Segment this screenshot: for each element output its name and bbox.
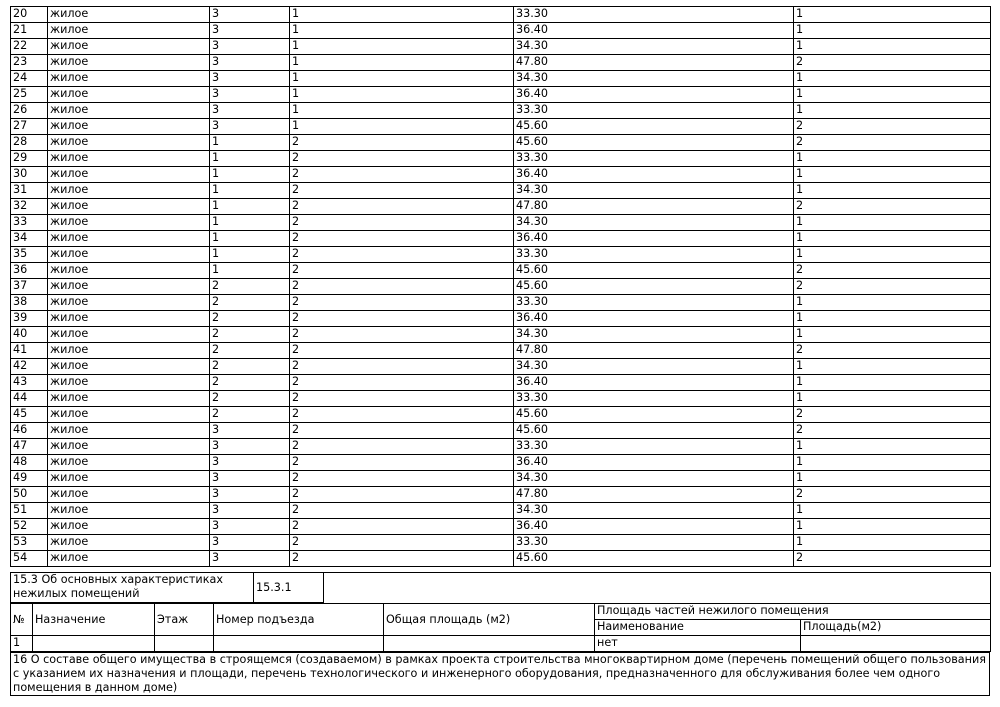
cell-entrance: 2 [290, 439, 514, 455]
cell-number: 53 [11, 535, 48, 551]
table-row [11, 199, 991, 215]
table-row [11, 103, 991, 119]
cell-floor: 2 [210, 391, 290, 407]
cell-floor: 3 [210, 7, 290, 23]
cell-floor: 1 [210, 135, 290, 151]
cell-entrance: 2 [290, 407, 514, 423]
cell-rooms: 1 [794, 295, 991, 311]
section-15-3-header [10, 572, 991, 603]
cell-entrance: 2 [290, 247, 514, 263]
cell-rooms: 1 [794, 167, 991, 183]
nonresidential-table [10, 603, 991, 652]
header-floor: Этаж [155, 604, 214, 636]
table-row [11, 375, 991, 391]
table-row [11, 471, 991, 487]
cell-number: 23 [11, 55, 48, 71]
cell-entrance: 1 [290, 7, 514, 23]
cell-number: 31 [11, 183, 48, 199]
cell-number: 33 [11, 215, 48, 231]
table-row [11, 487, 991, 503]
section-15-3-title: 15.3 Об основных характеристиках нежилых помещений [11, 573, 254, 603]
cell-number: 39 [11, 311, 48, 327]
cell-entrance: 2 [290, 215, 514, 231]
cell-entrance: 2 [290, 375, 514, 391]
cell-entrance: 1 [290, 23, 514, 39]
cell-purpose: жилое [48, 439, 210, 455]
cell-area: 34.30 [514, 359, 794, 375]
cell-entrance: 2 [290, 327, 514, 343]
table-row [11, 295, 991, 311]
cell-purpose: жилое [48, 87, 210, 103]
cell-floor: 1 [210, 199, 290, 215]
cell-number: 40 [11, 327, 48, 343]
section-15-3-code: 15.3.1 [254, 573, 324, 603]
cell-rooms: 1 [794, 471, 991, 487]
cell-floor: 3 [210, 519, 290, 535]
cell-floor: 3 [210, 503, 290, 519]
cell-purpose: жилое [48, 103, 210, 119]
cell-rooms: 2 [794, 135, 991, 151]
table-row [11, 39, 991, 55]
cell-purpose: жилое [48, 279, 210, 295]
cell-rooms: 2 [794, 263, 991, 279]
table-row [11, 7, 991, 23]
cell-entrance: 2 [290, 311, 514, 327]
cell-rooms: 1 [794, 439, 991, 455]
cell-purpose: жилое [48, 471, 210, 487]
cell-rooms: 2 [794, 487, 991, 503]
table-row [11, 359, 991, 375]
cell-purpose: жилое [48, 7, 210, 23]
cell-rooms: 1 [794, 183, 991, 199]
cell-rooms: 1 [794, 455, 991, 471]
table-row [11, 231, 991, 247]
cell-area: 33.30 [514, 535, 794, 551]
cell-floor: 3 [210, 23, 290, 39]
cell-rooms: 1 [794, 503, 991, 519]
cell-area: 36.40 [514, 311, 794, 327]
section-15-3-empty [324, 573, 991, 603]
cell-floor [155, 636, 214, 652]
cell-number: 24 [11, 71, 48, 87]
header-number: № [11, 604, 33, 636]
cell-area: 47.80 [514, 487, 794, 503]
cell-number: 37 [11, 279, 48, 295]
cell-parts-name: нет [595, 636, 801, 652]
cell-area: 45.60 [514, 279, 794, 295]
cell-rooms: 1 [794, 375, 991, 391]
cell-rooms: 1 [794, 7, 991, 23]
header-parts-area: Площадь(м2) [801, 620, 991, 636]
cell-number: 54 [11, 551, 48, 567]
cell-entrance: 2 [290, 391, 514, 407]
cell-floor: 1 [210, 167, 290, 183]
cell-total-area [384, 636, 595, 652]
cell-entrance: 1 [290, 39, 514, 55]
cell-number: 30 [11, 167, 48, 183]
nonresidential-header-row [11, 604, 991, 620]
cell-floor: 1 [210, 151, 290, 167]
cell-rooms: 1 [794, 71, 991, 87]
table-row [11, 439, 991, 455]
cell-area: 33.30 [514, 439, 794, 455]
cell-purpose: жилое [48, 423, 210, 439]
cell-number: 26 [11, 103, 48, 119]
table-row [11, 71, 991, 87]
cell-number: 25 [11, 87, 48, 103]
table-row [11, 327, 991, 343]
cell-number: 51 [11, 503, 48, 519]
cell-rooms: 1 [794, 23, 991, 39]
cell-entrance: 2 [290, 423, 514, 439]
cell-number: 27 [11, 119, 48, 135]
table-row [11, 87, 991, 103]
cell-floor: 2 [210, 375, 290, 391]
cell-area: 45.60 [514, 551, 794, 567]
cell-entrance: 1 [290, 71, 514, 87]
cell-entrance: 1 [290, 87, 514, 103]
cell-entrance: 2 [290, 231, 514, 247]
cell-purpose: жилое [48, 199, 210, 215]
cell-area: 47.80 [514, 199, 794, 215]
cell-entrance: 2 [290, 183, 514, 199]
cell-area: 33.30 [514, 295, 794, 311]
cell-floor: 2 [210, 407, 290, 423]
cell-entrance: 2 [290, 263, 514, 279]
cell-purpose: жилое [48, 39, 210, 55]
cell-entrance: 2 [290, 199, 514, 215]
header-total-area: Общая площадь (м2) [384, 604, 595, 636]
cell-rooms: 2 [794, 407, 991, 423]
cell-number: 48 [11, 455, 48, 471]
cell-purpose: жилое [48, 375, 210, 391]
cell-number: 47 [11, 439, 48, 455]
cell-number: 41 [11, 343, 48, 359]
cell-rooms: 2 [794, 279, 991, 295]
cell-floor: 2 [210, 343, 290, 359]
table-row [11, 343, 991, 359]
cell-area: 47.80 [514, 343, 794, 359]
cell-rooms: 1 [794, 39, 991, 55]
cell-rooms: 1 [794, 535, 991, 551]
cell-area: 34.30 [514, 503, 794, 519]
cell-area: 45.60 [514, 135, 794, 151]
cell-number: 21 [11, 23, 48, 39]
cell-rooms: 1 [794, 103, 991, 119]
header-purpose: Назначение [33, 604, 155, 636]
cell-floor: 3 [210, 487, 290, 503]
cell-number: 32 [11, 199, 48, 215]
cell-area: 45.60 [514, 263, 794, 279]
cell-number: 42 [11, 359, 48, 375]
cell-number: 43 [11, 375, 48, 391]
header-parts-group: Площадь частей нежилого помещения [595, 604, 991, 620]
cell-area: 33.30 [514, 103, 794, 119]
table-row [11, 55, 991, 71]
cell-rooms: 1 [794, 87, 991, 103]
cell-floor: 1 [210, 183, 290, 199]
cell-floor: 3 [210, 71, 290, 87]
table-row [11, 503, 991, 519]
cell-rooms: 1 [794, 311, 991, 327]
cell-floor: 1 [210, 263, 290, 279]
table-row [11, 167, 991, 183]
cell-area: 33.30 [514, 7, 794, 23]
cell-floor: 1 [210, 247, 290, 263]
table-row [11, 535, 991, 551]
cell-area: 34.30 [514, 471, 794, 487]
cell-purpose: жилое [48, 151, 210, 167]
table-row [11, 247, 991, 263]
cell-purpose: жилое [48, 391, 210, 407]
cell-rooms: 2 [794, 423, 991, 439]
header-entrance: Номер подъезда [214, 604, 384, 636]
cell-rooms: 1 [794, 247, 991, 263]
cell-floor: 3 [210, 535, 290, 551]
cell-floor: 3 [210, 455, 290, 471]
cell-floor: 3 [210, 55, 290, 71]
cell-entrance: 2 [290, 359, 514, 375]
cell-rooms: 2 [794, 119, 991, 135]
table-row [11, 279, 991, 295]
cell-purpose: жилое [48, 55, 210, 71]
cell-rooms: 1 [794, 215, 991, 231]
cell-entrance: 2 [290, 503, 514, 519]
cell-floor: 3 [210, 439, 290, 455]
table-row [11, 119, 991, 135]
cell-purpose: жилое [48, 503, 210, 519]
cell-floor: 3 [210, 39, 290, 55]
cell-number: 52 [11, 519, 48, 535]
cell-rooms: 2 [794, 199, 991, 215]
section-16-text: 16 О составе общего имущества в строящемся (создаваемом) в рамках проекта строительства многоквартирном доме (перечень помещений общего пользования с указанием их назначения и площади, перечень технологического и инженерного оборудования, предназначенного для обслуживания более чем одного помещения в данном доме) [11, 653, 990, 696]
cell-area: 36.40 [514, 455, 794, 471]
cell-purpose: жилое [48, 247, 210, 263]
table-row [11, 263, 991, 279]
cell-floor: 2 [210, 359, 290, 375]
cell-number: 1 [11, 636, 33, 652]
cell-entrance: 2 [290, 455, 514, 471]
cell-entrance: 2 [290, 551, 514, 567]
table-row [11, 391, 991, 407]
cell-number: 49 [11, 471, 48, 487]
cell-purpose: жилое [48, 183, 210, 199]
cell-area: 36.40 [514, 87, 794, 103]
cell-number: 38 [11, 295, 48, 311]
cell-number: 45 [11, 407, 48, 423]
cell-floor: 3 [210, 103, 290, 119]
cell-floor: 1 [210, 231, 290, 247]
cell-area: 33.30 [514, 391, 794, 407]
cell-purpose: жилое [48, 167, 210, 183]
table-row [11, 215, 991, 231]
cell-parts-area [801, 636, 991, 652]
cell-entrance: 2 [290, 487, 514, 503]
cell-number: 44 [11, 391, 48, 407]
table-row [11, 551, 991, 567]
cell-area: 36.40 [514, 167, 794, 183]
cell-purpose: жилое [48, 71, 210, 87]
cell-number: 50 [11, 487, 48, 503]
cell-floor: 3 [210, 119, 290, 135]
cell-entrance: 2 [290, 519, 514, 535]
cell-number: 34 [11, 231, 48, 247]
table-row [11, 519, 991, 535]
cell-entrance: 2 [290, 135, 514, 151]
cell-rooms: 1 [794, 391, 991, 407]
cell-area: 34.30 [514, 215, 794, 231]
cell-number: 46 [11, 423, 48, 439]
cell-area: 34.30 [514, 39, 794, 55]
cell-number: 20 [11, 7, 48, 23]
cell-purpose: жилое [48, 295, 210, 311]
cell-area: 45.60 [514, 119, 794, 135]
cell-purpose: жилое [48, 455, 210, 471]
cell-purpose: жилое [48, 327, 210, 343]
cell-purpose: жилое [48, 343, 210, 359]
cell-floor: 2 [210, 295, 290, 311]
cell-floor: 1 [210, 215, 290, 231]
cell-entrance: 2 [290, 343, 514, 359]
cell-rooms: 1 [794, 327, 991, 343]
table-row [11, 135, 991, 151]
cell-rooms: 2 [794, 551, 991, 567]
cell-purpose: жилое [48, 359, 210, 375]
cell-purpose: жилое [48, 135, 210, 151]
cell-purpose: жилое [48, 551, 210, 567]
cell-area: 34.30 [514, 327, 794, 343]
table-row [11, 183, 991, 199]
apartments-table [10, 6, 991, 567]
cell-floor: 2 [210, 279, 290, 295]
cell-purpose: жилое [48, 23, 210, 39]
apartments-table-body [11, 7, 991, 567]
cell-entrance: 2 [290, 151, 514, 167]
cell-purpose [33, 636, 155, 652]
cell-area: 34.30 [514, 71, 794, 87]
cell-area: 34.30 [514, 183, 794, 199]
cell-area: 36.40 [514, 231, 794, 247]
cell-rooms: 2 [794, 343, 991, 359]
cell-floor: 3 [210, 87, 290, 103]
cell-entrance: 2 [290, 167, 514, 183]
cell-floor: 2 [210, 327, 290, 343]
cell-purpose: жилое [48, 263, 210, 279]
cell-entrance: 2 [290, 535, 514, 551]
table-row [11, 23, 991, 39]
cell-entrance: 1 [290, 103, 514, 119]
cell-entrance: 1 [290, 55, 514, 71]
cell-purpose: жилое [48, 407, 210, 423]
cell-entrance: 2 [290, 295, 514, 311]
cell-number: 22 [11, 39, 48, 55]
cell-entrance [214, 636, 384, 652]
cell-rooms: 1 [794, 231, 991, 247]
table-row [11, 636, 991, 652]
table-row [11, 455, 991, 471]
table-row [11, 311, 991, 327]
table-row [11, 151, 991, 167]
cell-floor: 2 [210, 311, 290, 327]
cell-entrance: 1 [290, 119, 514, 135]
cell-floor: 3 [210, 423, 290, 439]
table-row [11, 423, 991, 439]
cell-area: 36.40 [514, 519, 794, 535]
cell-area: 33.30 [514, 151, 794, 167]
cell-rooms: 1 [794, 519, 991, 535]
section-16 [10, 652, 990, 696]
cell-rooms: 2 [794, 55, 991, 71]
table-row [11, 407, 991, 423]
cell-purpose: жилое [48, 311, 210, 327]
cell-area: 47.80 [514, 55, 794, 71]
cell-area: 36.40 [514, 23, 794, 39]
cell-purpose: жилое [48, 487, 210, 503]
cell-purpose: жилое [48, 231, 210, 247]
cell-purpose: жилое [48, 519, 210, 535]
cell-number: 28 [11, 135, 48, 151]
cell-purpose: жилое [48, 119, 210, 135]
cell-floor: 3 [210, 471, 290, 487]
cell-number: 29 [11, 151, 48, 167]
cell-area: 36.40 [514, 375, 794, 391]
header-parts-name: Наименование [595, 620, 801, 636]
cell-area: 45.60 [514, 407, 794, 423]
cell-number: 35 [11, 247, 48, 263]
cell-entrance: 2 [290, 471, 514, 487]
cell-entrance: 2 [290, 279, 514, 295]
cell-area: 45.60 [514, 423, 794, 439]
cell-floor: 3 [210, 551, 290, 567]
cell-rooms: 1 [794, 151, 991, 167]
cell-area: 33.30 [514, 247, 794, 263]
cell-purpose: жилое [48, 535, 210, 551]
cell-purpose: жилое [48, 215, 210, 231]
cell-number: 36 [11, 263, 48, 279]
cell-rooms: 1 [794, 359, 991, 375]
